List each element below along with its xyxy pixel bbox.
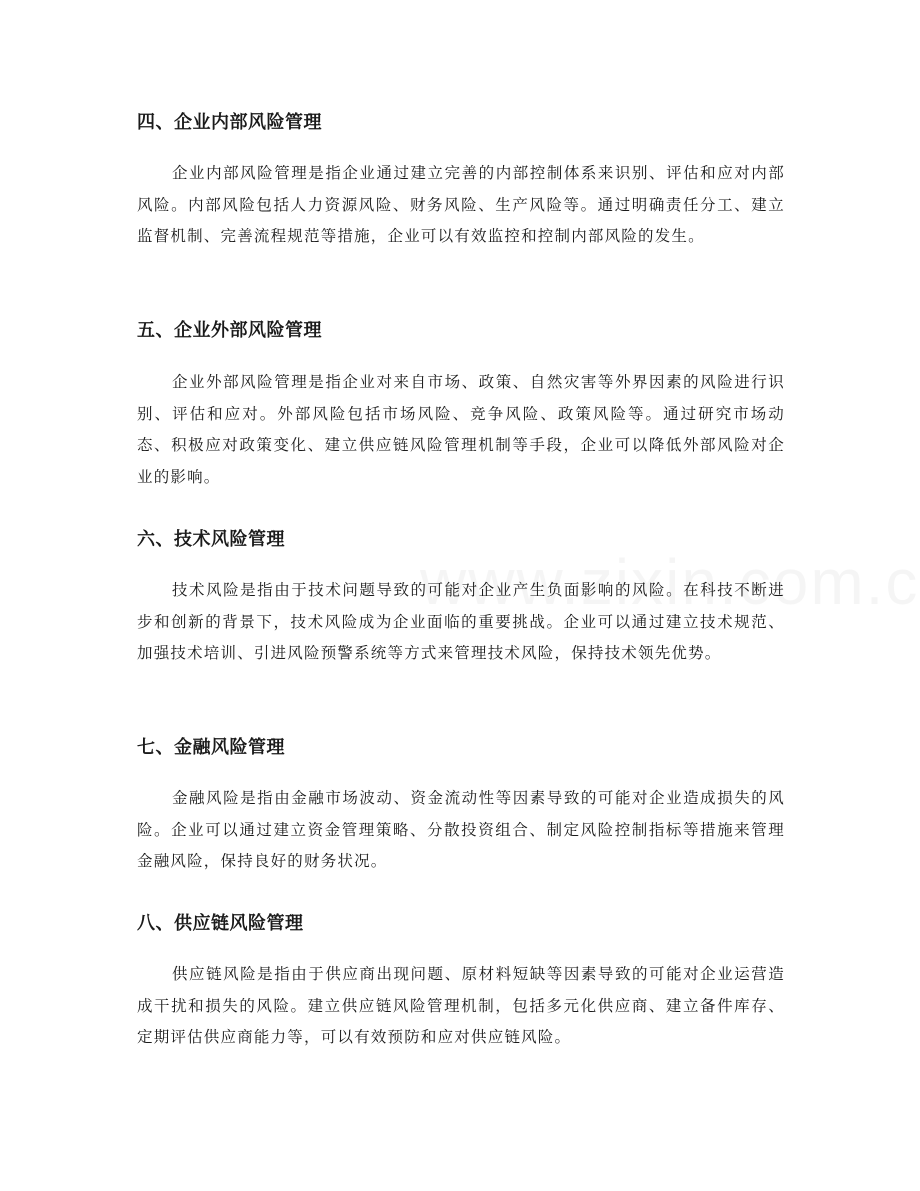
section-heading-6: 六、技术风险管理 xyxy=(137,529,285,550)
section-body-4: 企业内部风险管理是指企业通过建立完善的内部控制体系来识别、评估和应对内部风险。内部风险包括人力资源风险、财务风险、生产风险等。通过明确责任分工、建立监督机制、完善流程规范等措施，企业可以有效监控和控制内部风险的发生。 xyxy=(137,164,785,245)
section-body-6: 技术风险是指由于技术问题导致的可能对企业产生负面影响的风险。在科技不断进步和创新的背景下，技术风险成为企业面临的重要挑战。企业可以通过建立技术规范、加强技术培训、引进风险预警系统等方式来管理技术风险，保持技术领先优势。 xyxy=(137,581,785,662)
section-heading-8: 八、供应链风险管理 xyxy=(137,913,304,934)
section-heading-4: 四、企业内部风险管理 xyxy=(137,112,322,133)
section-body-8: 供应链风险是指由于供应商出现问题、原材料短缺等因素导致的可能对企业运营造成干扰和损失的风险。建立供应链风险管理机制，包括多元化供应商、建立备件库存、定期评估供应商能力等，可以有效预防和应对供应链风险。 xyxy=(137,965,785,1046)
section-heading-5: 五、企业外部风险管理 xyxy=(137,320,322,341)
section-heading-7: 七、金融风险管理 xyxy=(137,737,285,758)
section-body-5: 企业外部风险管理是指企业对来自市场、政策、自然灾害等外界因素的风险进行识别、评估和应对。外部风险包括市场风险、竞争风险、政策风险等。通过研究市场动态、积极应对政策变化、建立供应链风险管理机制等手段，企业可以降低外部风险对企业的影响。 xyxy=(137,373,785,486)
section-body-7: 金融风险是指由金融市场波动、资金流动性等因素导致的可能对企业造成损失的风险。企业可以通过建立资金管理策略、分散投资组合、制定风险控制指标等措施来管理金融风险，保持良好的财务状况。 xyxy=(137,789,785,870)
